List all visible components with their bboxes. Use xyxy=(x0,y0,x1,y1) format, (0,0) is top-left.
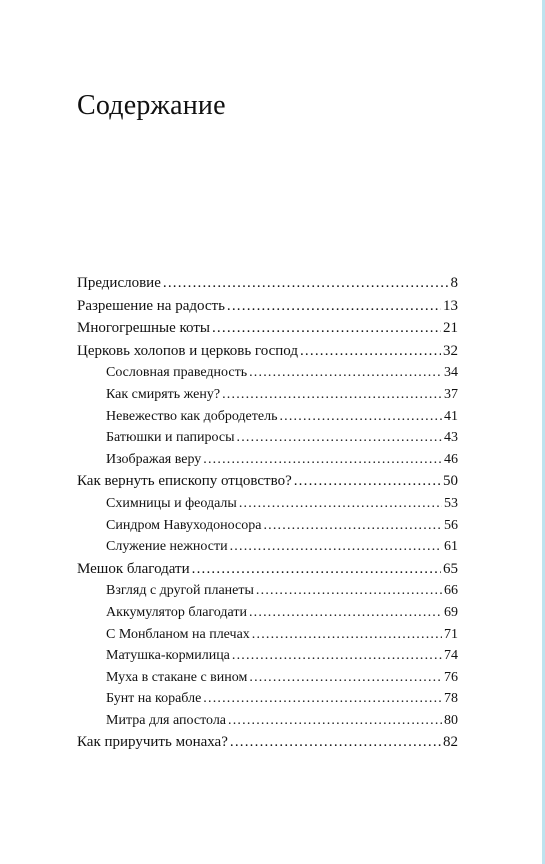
toc-page-number: 66 xyxy=(444,583,458,599)
toc-chapter xyxy=(77,272,458,295)
dot-leader xyxy=(256,580,442,602)
toc-entry-title: Служение нежности xyxy=(106,539,228,555)
dot-leader xyxy=(203,688,442,710)
toc-section xyxy=(77,645,458,667)
toc-entry-title: Как смирять жену? xyxy=(106,386,221,402)
toc-page-number: 82 xyxy=(443,734,458,751)
toc-section xyxy=(77,602,458,624)
toc-entry-title: Изображая веру xyxy=(106,451,202,467)
toc-section xyxy=(77,688,458,710)
toc-section xyxy=(77,710,458,732)
dot-leader xyxy=(228,710,442,732)
toc-entry-title: Бунт на корабле xyxy=(106,691,202,707)
toc-page-number: 61 xyxy=(444,539,458,555)
dot-leader xyxy=(249,602,442,624)
toc-entry-title: С Монбланом на плечах xyxy=(106,626,250,642)
toc-entry-title: Схимницы и феодалы xyxy=(106,495,237,511)
toc-section xyxy=(77,667,458,689)
toc-page-number: 76 xyxy=(444,669,458,685)
toc-section xyxy=(77,427,458,449)
dot-leader xyxy=(230,536,442,558)
dot-leader xyxy=(279,406,442,428)
toc-page-number: 43 xyxy=(444,430,458,446)
toc-section xyxy=(77,406,458,428)
toc-section xyxy=(77,384,458,406)
toc-entry-title: Церковь холопов и церковь господ xyxy=(77,342,298,359)
toc-page-number: 41 xyxy=(444,408,458,424)
toc-chapter xyxy=(77,558,458,581)
dot-leader xyxy=(222,384,442,406)
toc-entry-title: Многогрешные коты xyxy=(77,320,210,337)
toc-page-number: 56 xyxy=(444,517,458,533)
toc-page-number: 34 xyxy=(444,365,458,381)
toc-page-number: 32 xyxy=(443,342,458,359)
toc-section xyxy=(77,362,458,384)
toc-chapter xyxy=(77,470,458,493)
toc-entry-title: Предисловие xyxy=(77,275,161,291)
toc-chapter xyxy=(77,295,458,318)
toc-chapter xyxy=(77,317,458,340)
dot-leader xyxy=(249,667,442,689)
toc-entry-title: Как вернуть епископу отцовство? xyxy=(77,473,292,490)
dot-leader xyxy=(263,515,442,537)
dot-leader xyxy=(294,470,441,493)
dot-leader xyxy=(227,295,441,318)
dot-leader xyxy=(192,558,441,581)
toc-section xyxy=(77,536,458,558)
dot-leader xyxy=(230,731,441,754)
toc-entry-title: Муха в стакане с вином xyxy=(106,669,248,685)
toc-page-number: 46 xyxy=(444,451,458,467)
dot-leader xyxy=(249,362,442,384)
toc-page-number: 8 xyxy=(450,275,458,291)
toc-entry-title: Сословная праведность xyxy=(106,365,248,381)
toc-page-number: 21 xyxy=(443,320,458,337)
dot-leader xyxy=(237,427,442,449)
toc-page-number: 69 xyxy=(444,604,458,620)
toc-chapter xyxy=(77,731,458,754)
toc-page-number: 65 xyxy=(443,560,458,577)
toc-entry-title: Митра для апостола xyxy=(106,712,227,728)
dot-leader xyxy=(212,317,441,340)
toc-section xyxy=(77,624,458,646)
toc-page-number: 53 xyxy=(444,495,458,511)
toc-section xyxy=(77,449,458,471)
toc-page-number: 37 xyxy=(444,386,458,402)
toc-page-number: 80 xyxy=(444,712,458,728)
toc-chapter xyxy=(77,340,458,363)
toc-section xyxy=(77,580,458,602)
toc-entry-title: Как приручить монаха? xyxy=(77,734,228,751)
toc-section xyxy=(77,515,458,537)
toc-entry-title: Батюшки и папиросы xyxy=(106,430,235,446)
dot-leader xyxy=(203,449,442,471)
toc-entry-title: Аккумулятор благодати xyxy=(106,604,247,620)
dot-leader xyxy=(239,493,442,515)
toc-page-number: 13 xyxy=(443,297,458,314)
dot-leader xyxy=(232,645,442,667)
page-title: Содержание xyxy=(77,90,226,121)
toc-page-number: 78 xyxy=(444,691,458,707)
toc-page-number: 74 xyxy=(444,648,458,664)
table-of-contents xyxy=(77,272,458,754)
toc-entry-title: Матушка-кормилица xyxy=(106,648,230,664)
toc-entry-title: Разрешение на радость xyxy=(77,297,225,314)
toc-page-number: 71 xyxy=(444,626,458,642)
toc-section xyxy=(77,493,458,515)
dot-leader xyxy=(252,624,442,646)
toc-entry-title: Синдром Навуходоносора xyxy=(106,517,262,533)
dot-leader xyxy=(163,272,449,295)
toc-entry-title: Мешок благодати xyxy=(77,560,190,577)
toc-entry-title: Взгляд с другой планеты xyxy=(106,583,254,599)
toc-entry-title: Невежество как добродетель xyxy=(106,408,278,424)
dot-leader xyxy=(300,340,441,363)
toc-page-number: 50 xyxy=(443,473,458,490)
